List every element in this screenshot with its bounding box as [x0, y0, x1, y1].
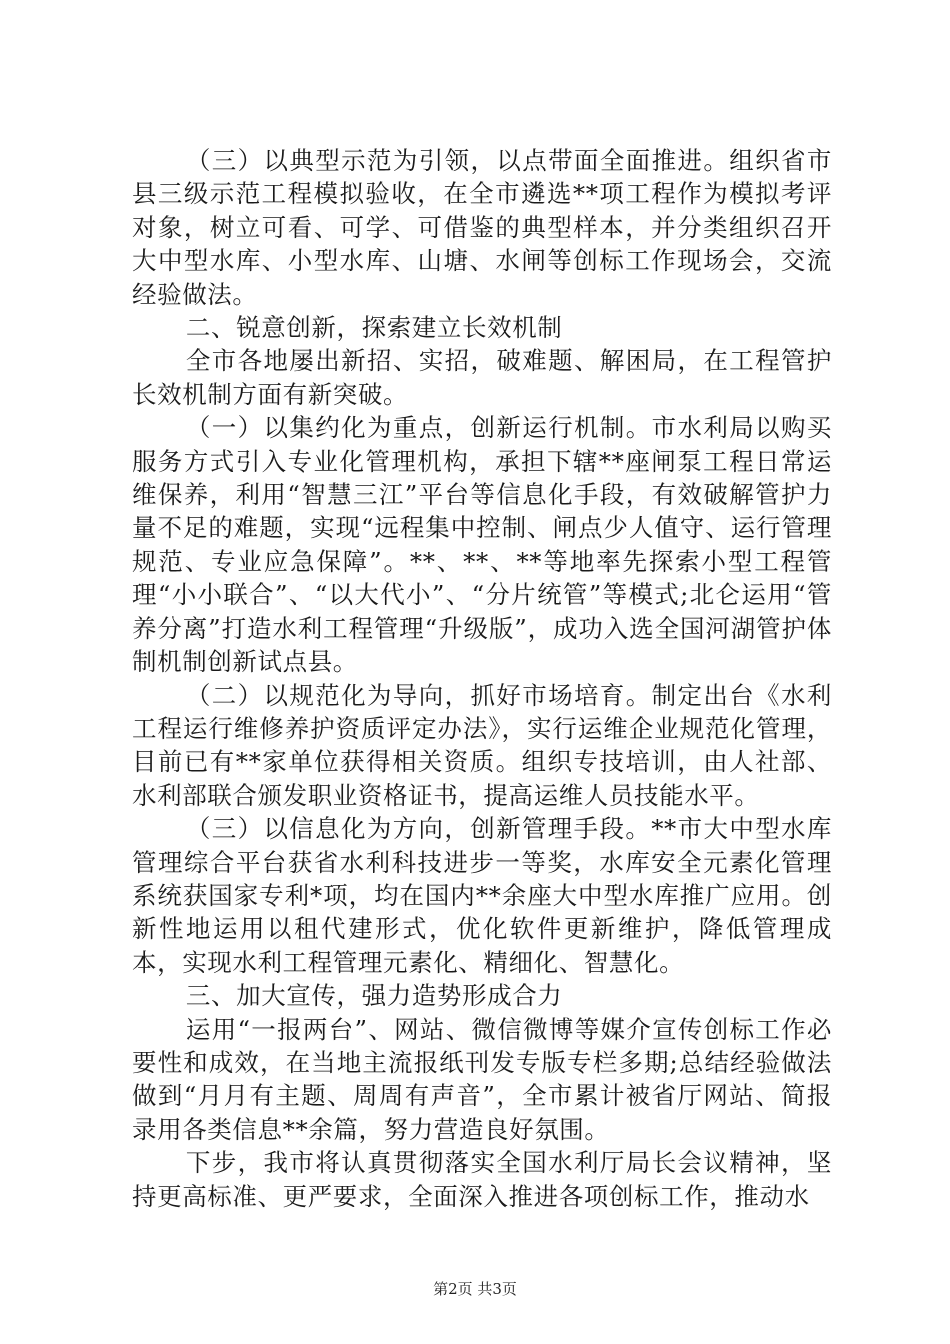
section-heading-innovation: 二、锐意创新，探索建立长效机制: [185, 313, 563, 343]
section-heading-publicity: 三、加大宣传，强力造势形成合力: [185, 981, 563, 1011]
document-body: [132, 144, 832, 1213]
paragraph-informatization: （三）以信息化为方向，创新管理手段。**市大中型水库管理综合平台获省水利科技进步一等奖，水库安全元素化管理系统获国家专利*项，均在国内**余座大中型水库推广应用。创新性地运用以租代建形式，优化软件更新维护，降低管理成本，实现水利工程管理元素化、精细化、智慧化。: [132, 814, 832, 977]
paragraph-breakthrough: 全市各地屡出新招、实招，破难题、解困局，在工程管护长效机制方面有新突破。: [132, 346, 832, 409]
paragraph-intensification: （一）以集约化为重点，创新运行机制。市水利局以购买服务方式引入专业化管理机构，承担下辖**座闸泵工程日常运维保养，利用“智慧三江”平台等信息化手段，有效破解管护力量不足的难题，实现“远程集中控制、闸点少人值守、运行管理规范、专业应急保障”。**、**、**等地率先探索小型工程管理“小小联合”、“以大代小”、“分片统管”等模式;北仑运用“管养分离”打造水利工程管理“升级版”，成功入选全国河湖管护体制机制创新试点县。: [132, 413, 832, 677]
paragraph-next-steps: 下步，我市将认真贯彻落实全国水利厅局长会议精神，坚持更高标准、更严要求，全面深入推进各项创标工作，推动水: [132, 1148, 832, 1211]
paragraph-standardization: （二）以规范化为导向，抓好市场培育。制定出台《水利工程运行维修养护资质评定办法》，实行运维企业规范化管理，目前已有**家单位获得相关资质。组织专技培训，由人社部、水利部联合颁发职业资格证书，提高运维人员技能水平。: [132, 680, 832, 810]
page-footer: 第2页 共3页: [433, 1280, 517, 1298]
paragraph-demonstration: （三）以典型示范为引领，以点带面全面推进。组织省市县三级示范工程模拟验收，在全市遴选**项工程作为模拟考评对象，树立可看、可学、可借鉴的典型样本，并分类组织召开大中型水库、小型水库、山塘、水闸等创标工作现场会，交流经验做法。: [132, 146, 832, 309]
paragraph-media: 运用“一报两台”、网站、微信微博等媒介宣传创标工作必要性和成效，在当地主流报纸刊发专版专栏多期;总结经验做法做到“月月有主题、周周有声音”，全市累计被省厅网站、简报录用各类信息**余篇，努力营造良好氛围。: [132, 1014, 832, 1144]
